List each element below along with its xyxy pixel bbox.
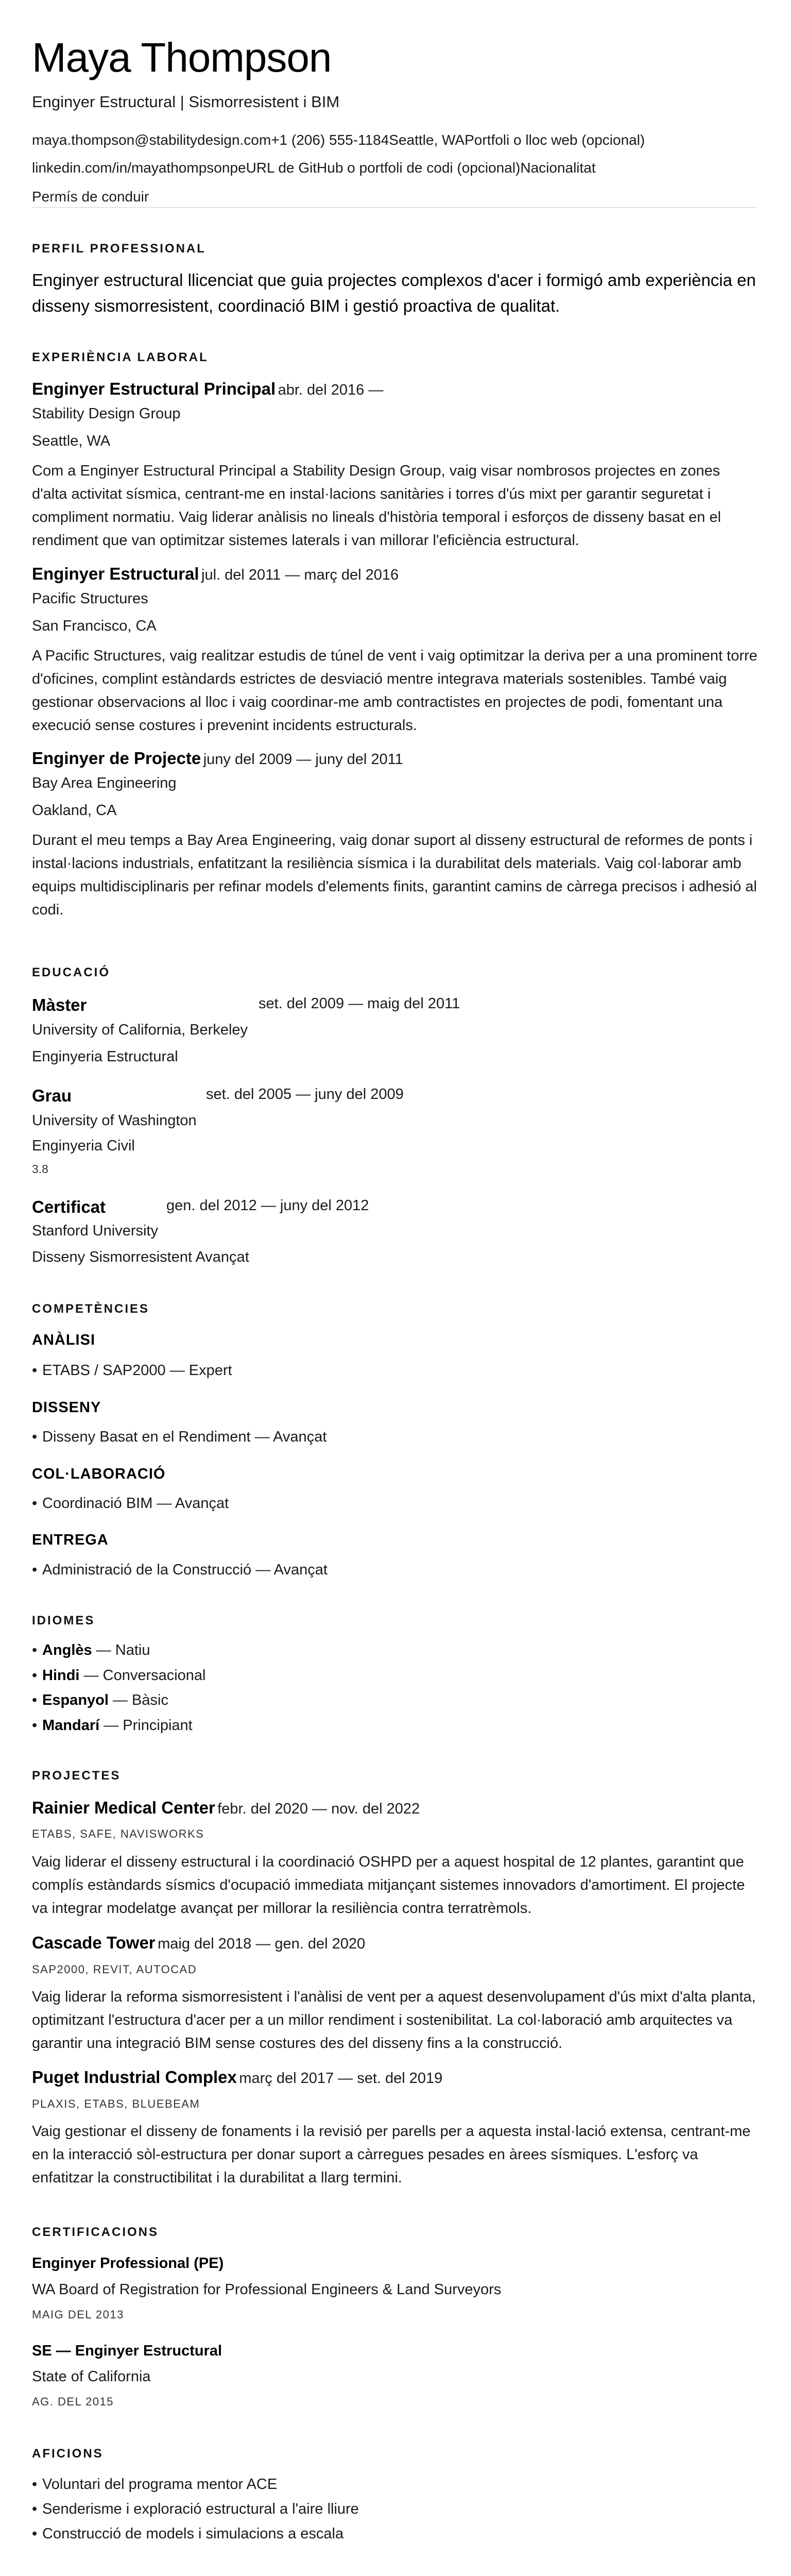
project-dates: febr. del 2020 — nov. del 2022: [217, 1801, 420, 1817]
language-item: [42, 1642, 150, 1659]
project-tools: ETABS, SAFE, NAVISWORKS: [32, 1827, 204, 1840]
project-title: Cascade Tower: [32, 1933, 156, 1952]
job-description: Durant el meu temps a Bay Area Engineering, vaig donar suport al disseny estructural de reformes de ponts i instal·lacions industrials, enfatitzant la resiliència sísmica i la durabilitat dels materials. Vaig col·laborar amb equips multidisciplinaris per refinar models d'elements finits, garantint camins de càrrega precisos i adhesió al codi.: [32, 832, 757, 918]
candidate-role: Enginyer Estructural | Sismorresistent i BIM: [32, 93, 340, 111]
contact-github[interactable]: URL de GitHub o portfoli de codi (opcional): [246, 160, 521, 176]
job-dates: juny del 2009 — juny del 2011: [203, 751, 403, 768]
job-company: Pacific Structures: [32, 590, 148, 607]
project-header: [32, 2067, 442, 2087]
job-location: Seattle, WA: [32, 433, 111, 449]
contact-email[interactable]: maya.thompson@stabilitydesign.com: [32, 132, 271, 148]
contact-line-1: [32, 132, 645, 148]
edu-gpa: 3.8: [32, 1162, 48, 1176]
job-description: Com a Enginyer Estructural Principal a Stability Design Group, vaig visar nombrosos projectes en zones d'alta activitat sísmica, centrant-me en instal·lacions sanitàries i torres d'ús mixt per garantir seguretat i compliment normatiu. Vaig liderar anàlisis no lineals d'història temporal i esforços de disseny basat en el rendiment que van optimitzar sistemes laterals i van millorar l'eficiència estructural.: [32, 463, 721, 549]
project-header: [32, 1798, 420, 1818]
edu-degree: Grau: [32, 1086, 72, 1105]
job-location: San Francisco, CA: [32, 618, 157, 634]
edu-school: Stanford University: [32, 1223, 158, 1239]
job-header: [32, 379, 383, 399]
cert-date: MAIG DEL 2013: [32, 2308, 124, 2321]
candidate-name: Maya Thompson: [32, 35, 332, 80]
project-description: Vaig liderar la reforma sismorresistent i l'anàlisi de vent per a aquest desenvolupament d'ús mixt d'alta planta, optimitzant l'estructura d'acer per a un millor rendiment i sostenibilitat. La col·laboració amb arquitectes va garantir una integració BIM sense costures des del disseny fins a la construcció.: [32, 1989, 756, 2052]
skill-item: • Administració de la Construcció — Avançat: [42, 1562, 328, 1579]
project-description: Vaig gestionar el disseny de fonaments i la revisió per parells per a aquesta instal·lació extensa, centrant-me en la interacció sòl-estructura per donar suport a càrregues pesades en àrees sísmiques. L'esforç va enfatitzar la constructibilitat i la durabilitat a llarg termini.: [32, 2123, 751, 2186]
language-item: [42, 1717, 193, 1734]
hobby-item: • Construcció de models i simulacions a escala: [42, 2526, 343, 2543]
skill-group-title: DISSENY: [32, 1399, 101, 1416]
skill-item: • ETABS / SAP2000 — Expert: [42, 1362, 232, 1379]
project-title: Rainier Medical Center: [32, 1798, 215, 1817]
experience-heading: EXPERIÈNCIA LABORAL: [32, 350, 209, 364]
language-name: Mandarí: [42, 1717, 100, 1734]
language-level: — Bàsic: [113, 1692, 168, 1708]
language-name: Espanyol: [42, 1692, 109, 1708]
project-header: [32, 1933, 365, 1953]
job-location: Oakland, CA: [32, 802, 117, 819]
cert-issuer: WA Board of Registration for Professional Engineers & Land Surveyors: [32, 2281, 502, 2298]
header-divider: [32, 207, 757, 208]
contact-linkedin[interactable]: linkedin.com/in/mayathompsonpe: [32, 160, 246, 176]
edu-school: University of Washington: [32, 1112, 197, 1129]
summary-text: Enginyer estructural llicenciat que guia projectes complexos d'acer i formigó amb experiència en disseny sismorresistent, coordinació BIM i gestió proactiva de qualitat.: [32, 270, 756, 315]
job-company: Stability Design Group: [32, 405, 181, 422]
job-description: A Pacific Structures, vaig realitzar estudis de túnel de vent i vaig optimitzar la deriva per a una prominent torre d'oficines, complint estàndards estrictes de desviació mentre integrava materials sostenibles. També vaig gestionar observacions al lloc i vaig coordinar-me amb contractistes en projectes de podi, fomentant una execució sense costures i prevenint incidents estructurals.: [32, 648, 758, 734]
project-tools: PLAXIS, ETABS, BLUEBEAM: [32, 2097, 200, 2110]
project-description: Vaig liderar el disseny estructural i la coordinació OSHPD per a aquest hospital de 12 plantes, garantint que complís estàndards sísmics d'ocupació immediata mitjançant sistemes innovadors d'amortiment. El projecte va integrar modelatge avançat per millorar la resiliència contra terratrèmols.: [32, 1854, 745, 1917]
skill-item: • Coordinació BIM — Avançat: [42, 1495, 229, 1512]
edu-degree: Màster: [32, 995, 87, 1014]
edu-dates: gen. del 2012 — juny del 2012: [166, 1197, 369, 1214]
contact-phone[interactable]: +1 (206) 555-1184: [271, 132, 389, 148]
edu-degree: Certificat: [32, 1197, 106, 1216]
language-item: [42, 1692, 168, 1709]
language-item: [42, 1667, 206, 1684]
contact-location: Seattle, WA: [389, 132, 465, 148]
project-dates: març del 2017 — set. del 2019: [239, 2070, 443, 2087]
edu-dates: set. del 2005 — juny del 2009: [206, 1086, 404, 1103]
education-heading: EDUCACIÓ: [32, 965, 111, 979]
language-name: Anglès: [42, 1642, 92, 1658]
edu-field: Disseny Sismorresistent Avançat: [32, 1249, 249, 1265]
skills-heading: COMPETÈNCIES: [32, 1302, 150, 1316]
project-title: Puget Industrial Complex: [32, 2067, 237, 2087]
edu-field: Enginyeria Civil: [32, 1138, 135, 1154]
edu-dates: set. del 2009 — maig del 2011: [259, 995, 460, 1012]
job-title: Enginyer Estructural: [32, 564, 199, 583]
job-dates: abr. del 2016 —: [278, 382, 384, 398]
certifications-heading: CERTIFICACIONS: [32, 2225, 159, 2239]
contact-nationality: Nacionalitat: [520, 160, 596, 176]
cert-issuer: State of California: [32, 2368, 151, 2385]
job-title: Enginyer de Projecte: [32, 749, 201, 768]
projects-heading: PROJECTES: [32, 1769, 121, 1783]
job-company: Bay Area Engineering: [32, 775, 177, 791]
cert-date: AG. DEL 2015: [32, 2395, 114, 2408]
edu-school: University of California, Berkeley: [32, 1022, 248, 1038]
language-level: — Natiu: [96, 1642, 150, 1658]
language-level: — Conversacional: [83, 1667, 206, 1684]
hobby-item: • Senderisme i exploració estructural a l'aire lliure: [42, 2501, 359, 2518]
job-header: [32, 564, 399, 584]
job-title: Enginyer Estructural Principal: [32, 379, 276, 398]
contact-website[interactable]: Portfoli o lloc web (opcional): [465, 132, 645, 148]
skill-group-title: COL·LABORACIÓ: [32, 1466, 166, 1482]
edu-field: Enginyeria Estructural: [32, 1048, 178, 1065]
hobbies-heading: AFICIONS: [32, 2447, 104, 2461]
skill-item: • Disseny Basat en el Rendiment — Avançat: [42, 1429, 326, 1446]
cert-name: SE — Enginyer Estructural: [32, 2343, 222, 2359]
job-header: [32, 749, 403, 768]
hobby-item: • Voluntari del programa mentor ACE: [42, 2476, 277, 2493]
job-dates: jul. del 2011 — març del 2016: [201, 567, 399, 583]
cert-name: Enginyer Professional (PE): [32, 2255, 224, 2272]
skill-group-title: ANÀLISI: [32, 1332, 95, 1348]
contact-line-2: [32, 160, 596, 176]
project-dates: maig del 2018 — gen. del 2020: [158, 1936, 366, 1952]
project-tools: SAP2000, REVIT, AUTOCAD: [32, 1963, 197, 1976]
languages-heading: IDIOMES: [32, 1614, 95, 1628]
contact-license: Permís de conduir: [32, 189, 149, 205]
language-name: Hindi: [42, 1667, 80, 1684]
language-level: — Principiant: [104, 1717, 193, 1734]
skill-group-title: ENTREGA: [32, 1532, 109, 1548]
summary-heading: PERFIL PROFESSIONAL: [32, 242, 206, 256]
